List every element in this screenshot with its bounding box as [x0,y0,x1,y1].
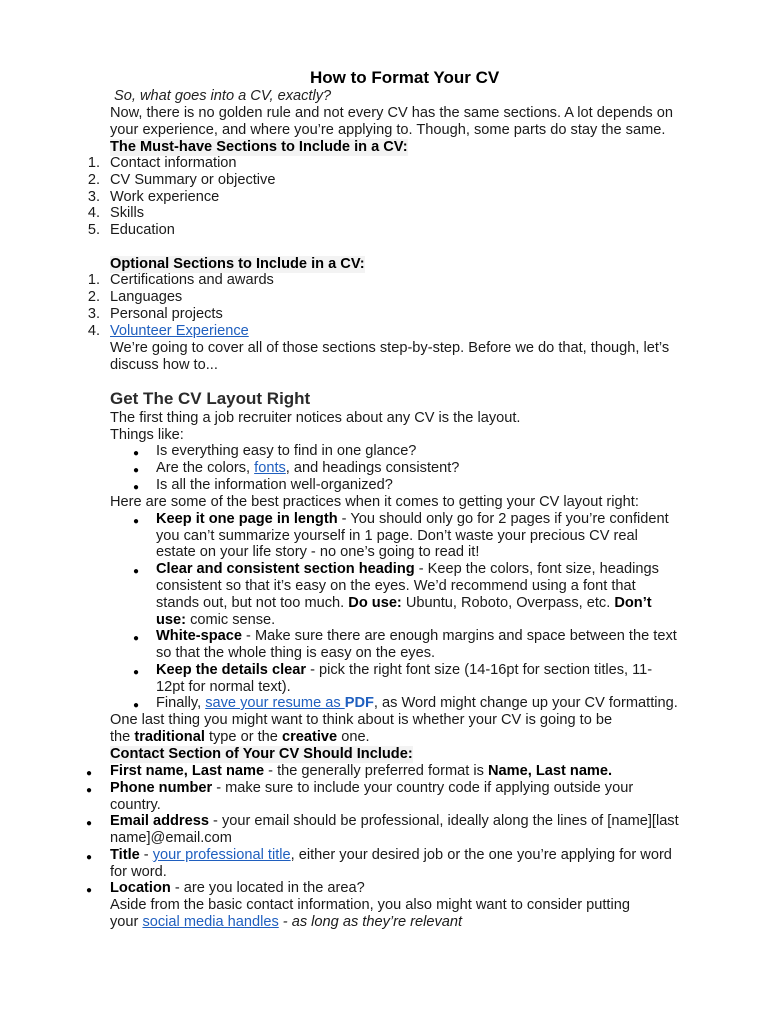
layout-para-3: Here are some of the best practices when it comes to getting your CV layout right: [110,494,639,510]
must-have-heading: The Must-have Sections to Include in a CV: [110,139,408,155]
bullet-icon: ● [133,465,140,476]
contact-item: Title - your professional title, either your desired job or the one you’re applying for word [110,847,672,863]
bullet-icon: ● [133,516,140,527]
bullet-text: so that the whole thing is easy on the eyes. [156,645,436,661]
bullet-text: stands out, but not too much. Do use: Ubuntu, Roboto, Overpass, etc. Don’t [156,595,652,611]
bullet-icon: ● [86,885,93,896]
list-number: 3. [87,189,100,205]
bullet-text: Is all the information well-organized? [156,477,393,493]
list-item: Skills [110,205,145,221]
bullet-icon: ● [133,482,140,493]
list-number: 2. [87,172,100,188]
contact-item-cont: name]@email.com [110,830,232,846]
bullet-text: you can’t summarize yourself in 1 page. Don’t waste your precious CV real [156,528,638,544]
bullet-text: 12pt for normal text). [156,679,291,695]
social-media-handles-link[interactable]: social media handles [142,914,279,930]
optional-heading: Optional Sections to Include in a CV: [110,256,365,272]
list-number: 1. [87,155,100,171]
contact-heading: Contact Section of Your CV Should Include: [110,746,413,762]
last-thing-line-1: One last thing you might want to think about is whether your CV is going to be [110,712,613,728]
bullet-text: Clear and consistent section heading - Keep the colors, font size, headings [156,561,659,577]
list-item: Personal projects [110,306,223,322]
bullet-icon: ● [133,448,140,459]
bullet-text: Finally, save your resume as PDF, as Word might change up your CV formatting. [156,695,678,711]
list-item: Work experience [110,189,220,205]
bullet-icon: ● [133,566,140,577]
list-item: Languages [110,289,183,305]
list-item: Certifications and awards [110,272,274,288]
list-number: 4. [87,323,100,339]
aside-line-2: your social media handles - as long as they’re relevant [110,914,463,930]
contact-item: Email address - your email should be professional, ideally along the lines of [name][last [110,813,679,829]
subtitle: So, what goes into a CV, exactly? [114,88,332,104]
bullet-icon: ● [133,633,140,644]
bullet-icon: ● [86,852,93,863]
list-item: Education [110,222,175,238]
bullet-text: Are the colors, fonts, and headings consistent? [156,460,460,476]
intro-line-1: Now, there is no golden rule and not every CV has the same sections. A lot depends on [110,105,674,121]
contact-item: Phone number - make sure to include your country code if applying outside your [110,780,634,796]
page-title: How to Format Your CV [310,68,500,87]
last-thing-line-2: the traditional type or the creative one. [110,729,370,745]
list-item: CV Summary or objective [110,172,276,188]
bullet-icon: ● [86,768,93,779]
bullet-text: White-space - Make sure there are enough margins and space between the text [156,628,677,644]
list-number: 5. [87,222,100,238]
section-heading-layout: Get The CV Layout Right [110,389,311,408]
professional-title-link[interactable]: your professional title [152,847,291,863]
bullet-text: Is everything easy to find in one glance? [156,443,417,459]
fonts-link[interactable]: fonts [254,460,286,476]
list-number: 2. [87,289,100,305]
list-number: 1. [87,272,100,288]
bullet-icon: ● [133,700,140,711]
layout-para-2: Things like: [110,427,184,443]
bullet-text: use: comic sense. [156,612,276,628]
list-number: 4. [87,205,100,221]
contact-item-cont: for word. [110,864,167,880]
aside-line-1: Aside from the basic contact information, you also might want to consider putting [110,897,630,913]
bullet-text: estate on your life story - no one’s going to read it! [156,544,480,560]
list-number: 3. [87,306,100,322]
contact-item: First name, Last name - the generally preferred format is Name, Last name. [110,763,613,779]
bullet-text: Keep it one page in length - You should only go for 2 pages if you’re confident [156,511,669,527]
volunteer-experience-link[interactable]: Volunteer Experience [110,323,249,339]
bullet-icon: ● [133,667,140,678]
contact-item-cont: country. [110,797,161,813]
bullet-icon: ● [86,818,93,829]
cover-line-2: discuss how to... [110,357,218,373]
bullet-icon: ● [86,785,93,796]
list-item: Contact information [110,155,237,171]
bullet-text: consistent so that it’s easy on the eyes. We’d recommend using a font that [156,578,636,594]
intro-line-2: your experience, and where you’re applying to. Though, some parts do stay the same. [110,122,666,138]
layout-para-1: The first thing a job recruiter notices about any CV is the layout. [110,410,521,426]
cover-line-1: We’re going to cover all of those sections step-by-step. Before we do that, though, let’s [110,340,670,356]
contact-item: Location - are you located in the area? [110,880,365,896]
save-as-pdf-link[interactable]: save your resume as [205,695,345,711]
bullet-text: Keep the details clear - pick the right font size (14-16pt for section titles, 11- [156,662,653,678]
pdf-label: PDF [344,695,374,711]
